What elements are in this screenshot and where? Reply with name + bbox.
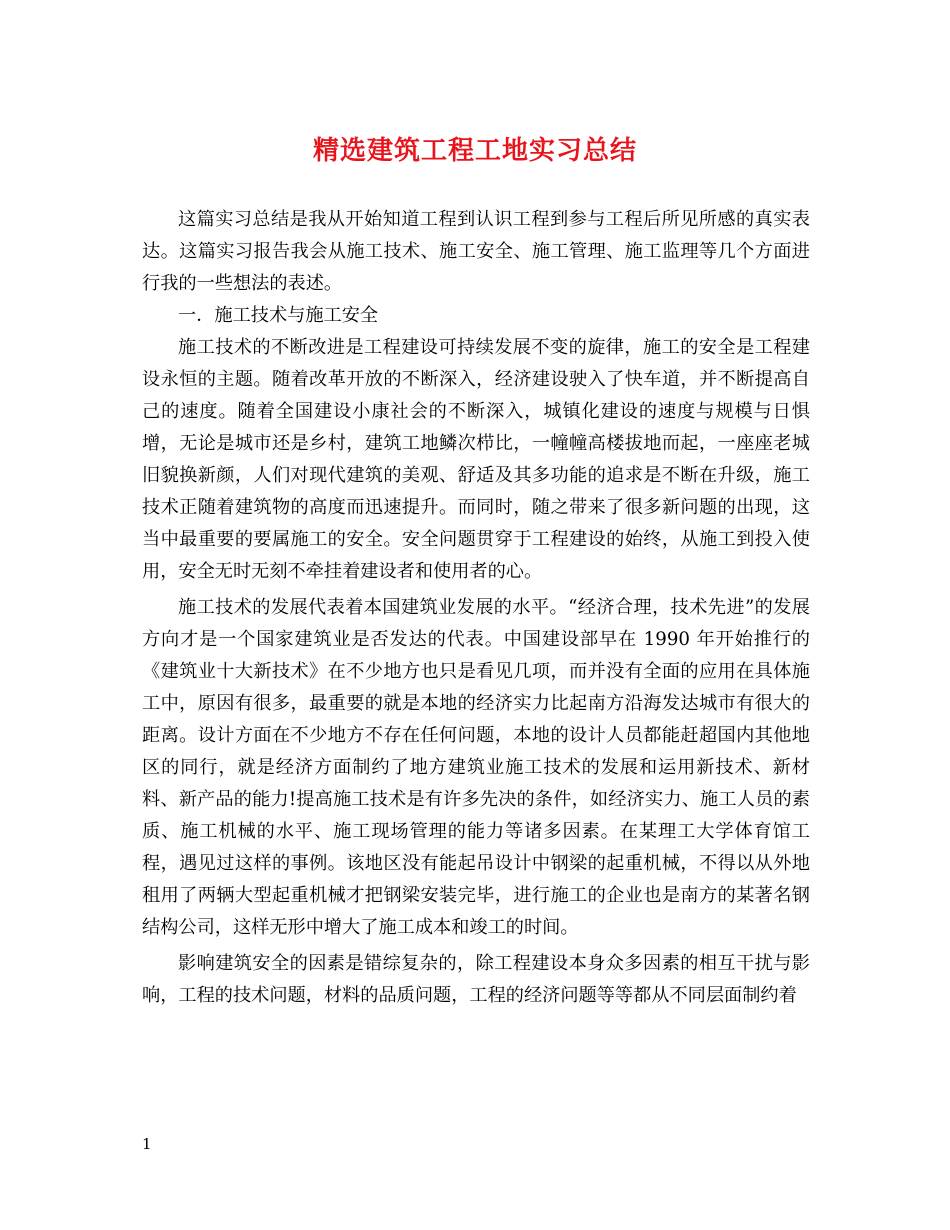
paragraph-intro: 这篇实习总结是我从开始知道工程到认识工程到参与工程后所见所感的真实表达。这篇实习报告我会从施工技术、施工安全、施工管理、施工监理等几个方面进行我的一些想法的表述。 (142, 209, 810, 294)
paragraph-technology-safety: 施工技术的不断改进是工程建设可持续发展不变的旋律，施工的安全是工程建设永恒的主题。随着改革开放的不断深入，经济建设驶入了快车道，并不断提高自己的速度。随着全国建设小康社会的不断深入，城镇化建设的速度与规模与日惧增，无论是城市还是乡村，建筑工地鳞次栉比，一幢幢高楼拔地而起，一座座老城旧貌换新颜，人们对现代建筑的美观、舒适及其多功能的追求是不断在升级，施工技术正随着建筑物的高度而迅速提升。而同时，随之带来了很多新问题的出现，这当中最重要的要属施工的安全。安全问题贯穿于工程建设的始终，从施工到投入使用，安全无时无刻不牵挂着建设者和使用者的心。 (142, 337, 810, 582)
paragraph-safety-factors: 影响建筑安全的因素是错综复杂的，除工程建设本身众多因素的相互干扰与影响，工程的技术问题，材料的品质问题，工程的经济问题等等都从不同层面制约着 (142, 953, 810, 1006)
section-heading: 一．施工技术与施工安全 (178, 305, 379, 326)
document-body (142, 204, 810, 1012)
document-title: 精选建筑工程工地实习总结 (312, 136, 637, 166)
page-number: 1 (142, 1135, 152, 1153)
paragraph-technology-development: 施工技术的发展代表着本国建筑业发展的水平。“经济合理，技术先进”的发展方向才是一个国家建筑业是否发达的代表。中国建设部早在 1990 年开始推行的《建筑业十大新技术》在不少地方也只是看见几项，而并没有全面的应用在具体施工中，原因有很多，最重要的就是本地的经济实力比起南方沿海发达城市有很大的距离。设计方面在不少地方不存在任何问题，本地的设计人员都能赶超国内其他地区的同行，就是经济方面制约了地方建筑业施工技术的发展和运用新技术、新材料、新产品的能力!提高施工技术是有许多先决的条件，如经济实力、施工人员的素质、施工机械的水平、施工现场管理的能力等诸多因素。在某理工大学体育馆工程，遇见过这样的事例。该地区没有能起吊设计中钢梁的起重机械，不得以从外地租用了两辆大型起重机械才把钢梁安装完毕，进行施工的企业也是南方的某著名钢结构公司，这样无形中增大了施工成本和竣工的时间。 (142, 597, 810, 938)
